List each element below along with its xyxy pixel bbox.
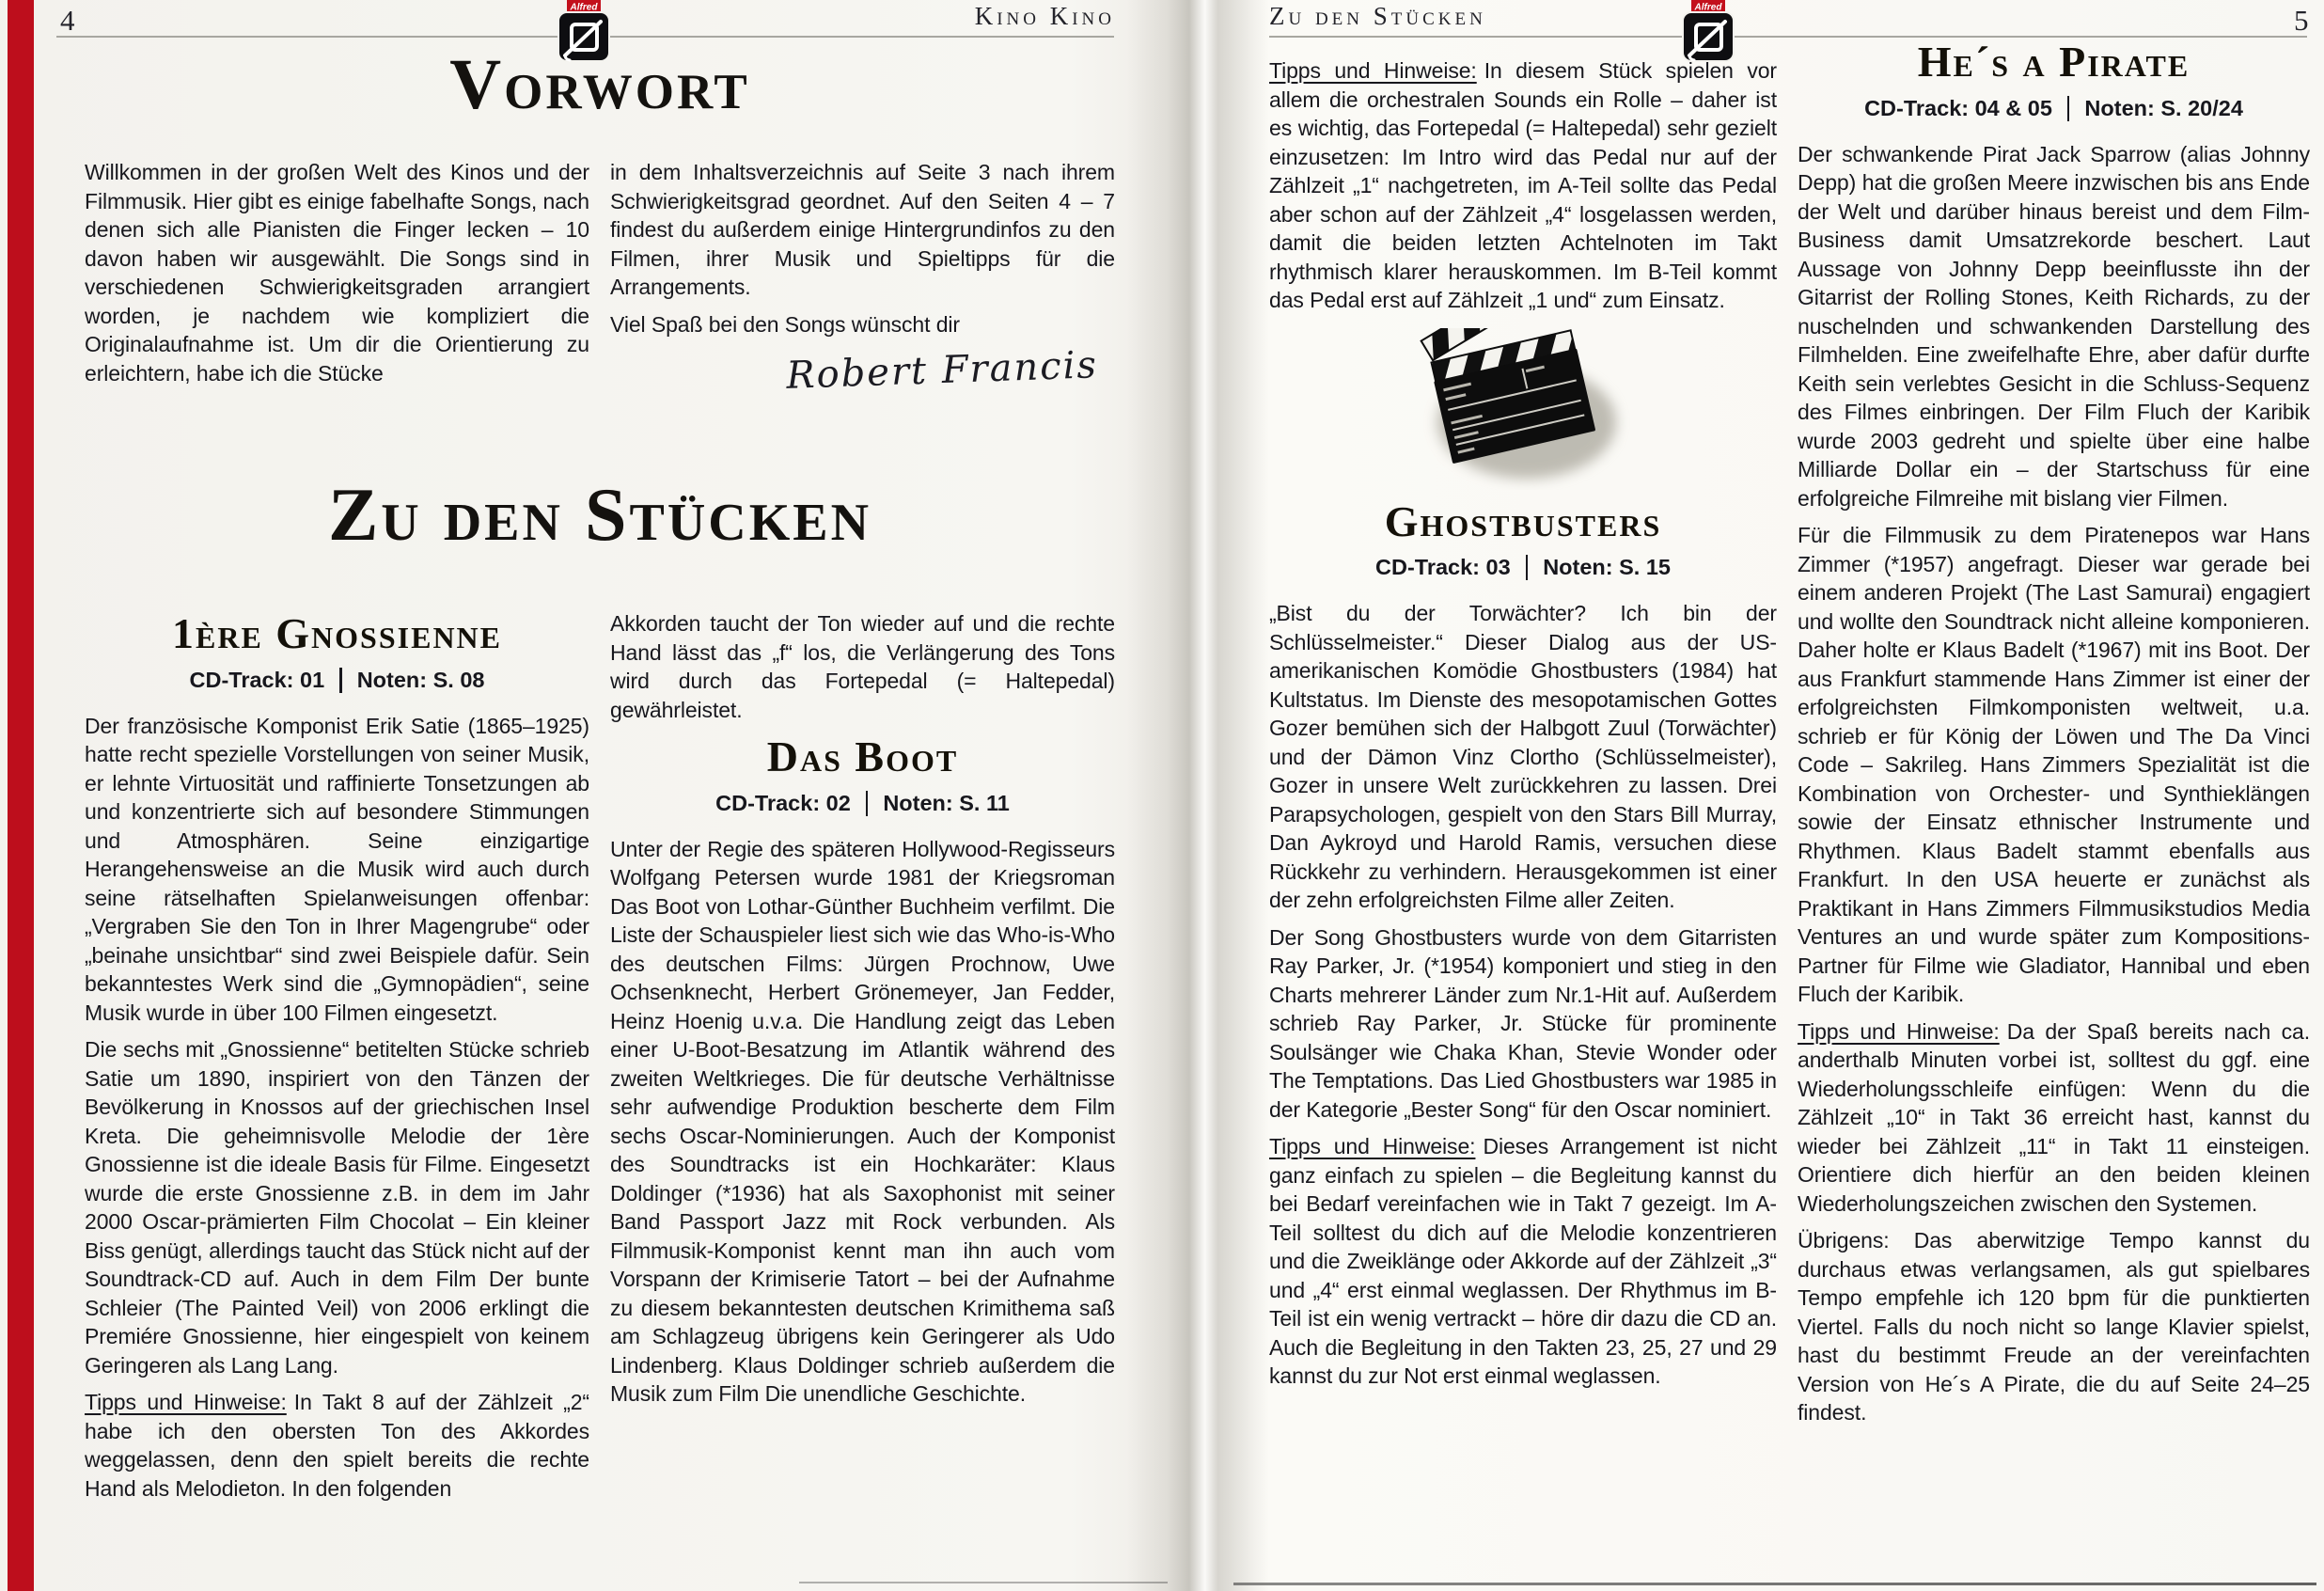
pieces-columns xyxy=(85,609,1115,1511)
noten-label: Noten: S. 20/24 xyxy=(2084,95,2243,120)
tipps-paragraph xyxy=(85,1388,589,1503)
tipps-paragraph xyxy=(1269,1132,1777,1391)
noten-label: Noten: S. 08 xyxy=(356,667,485,692)
running-head-right: Zu den Stücken xyxy=(1269,2,1486,30)
noten-label: Noten: S. 11 xyxy=(883,790,1010,815)
vorwort-column-1 xyxy=(85,158,589,396)
zu-den-stuecken-title: Zu den Stücken xyxy=(327,474,872,557)
tipps-label: Tipps und Hinweise: xyxy=(1269,1134,1476,1159)
cover-red-strip xyxy=(8,0,34,1591)
page-bottom-edge-right xyxy=(1233,1583,2316,1585)
das-boot-tipps-paragraph xyxy=(1269,56,1777,315)
clapperboard-image xyxy=(1269,328,1777,494)
divider xyxy=(866,791,869,816)
page-gutter xyxy=(1126,0,1269,1591)
tipps-text: In diesem Stück spielen vor allem die orchestralen Sounds ein Rolle – daher ist es wichtig, das Fortepedal (= Haltepedal) sehr gezielt einzusetzen: Im Intro wird das Pedal nur auf der Zählzeit „1“ nachgetreten, im A-Teil sollte das Pedal aber schon auf der Zählzeit „4“ losgelassen werden, damit die beiden letzten Achtelnoten im Takt rhythmisch klarer herauskommen. Im B-Teil kommt das Pedal erst auf Zählzeit „1 und“ zum Einsatz. xyxy=(1269,58,1777,312)
paragraph: Der französische Komponist Erik Satie (1865–1925) hatte recht spezielle Vorstellungen von seiner Musik, er lehnte Virtuosität und raffinierte Tonsetzungen ab und konzentrierte sich auf besondere Stimmungen und Atmosphären. Seine einzigartige Herangehensweise an die Musik wird auch durch seine rätselhaften Spielanweisungen offenbar: „Vergraben Sie den Ton in Ihrer Magengrube“ oder „beinahe unsichtbar“ sind zwei Beispiele dafür. Sein bekanntestes Werk sind die „Gymnopädien“, seine Musik wurde in über 100 Filmen eingesetzt. xyxy=(85,713,589,1025)
ghostbusters-column xyxy=(1269,56,1777,1399)
cd-track-label: CD-Track: 03 xyxy=(1375,555,1511,580)
running-head-left: Kino Kino xyxy=(974,2,1115,30)
author-signature: Robert Francis xyxy=(785,343,1099,398)
tipps-text: Da der Spaß bereits nach ca. anderthalb Minuten vorbei ist, solltest du ggf. eine Wiederholungsschleife einfügen: Wenn du die Zählzeit „10“ in Takt 36 erreicht hast, kannst du wieder bei Zählzeit „11“ in Takt 11 einsteigen. Orientiere dich hierfür an den beiden kleinen Wiederholungszeichen zwischen den Systemen. xyxy=(1798,1018,2310,1216)
vorwort-columns xyxy=(85,158,1115,396)
gnossienne-continuation: Akkorden taucht der Ton wieder auf und die rechte Hand lässt das „f“ los, die Verlängerung des Tons wird durch das Fortepedal (= Haltepedal) gewährleistet. xyxy=(610,611,1115,722)
gnossienne-section xyxy=(85,609,589,1511)
cd-track-label: CD-Track: 04 & 05 xyxy=(1864,95,2052,120)
tipps-paragraph xyxy=(1798,1017,2310,1219)
alfred-logo-label: Alfred xyxy=(1694,2,1722,13)
noten-label: Noten: S. 15 xyxy=(1543,555,1671,580)
paragraph: Übrigens: Das aberwitzige Tempo kannst du durchaus etwas verlangsamen, als gut spielbares Tempo empfehle ich 120 bpm für die punktierten Viertel. Falls du noch nicht so lange Klavier spielst, hast du bestimmt Freude an der vereinfachten Version von He´s A Pirate, die du auf Seite 24–25 findest. xyxy=(1798,1228,2310,1426)
pirate-cd-info xyxy=(1798,96,2310,121)
vorwort-closing: Viel Spaß bei den Songs wünscht dir xyxy=(610,311,960,337)
page-number-right: 5 xyxy=(2294,4,2309,37)
paragraph: Für die Filmmusik zu dem Piratenepos war Hans Zimmer (*1957) angefragt. Dieser war gerade bei einem anderen Projekt (The Last Samurai) engagiert und wollte den Soundtrack nicht alleine komponieren. Daher holte er Klaus Badelt (*1967) mit ins Boot. Der aus Frankfurt stammende Hans Zimmer ist einer der erfolgreichsten Filmkomponisten weltweit, u.a. schrieb er für König der Löwen und The Da Vinci Code – Sakrileg. Hans Zimmers Spezialität ist die Kombination von Orchester- und Synthieklängen sowie der Einsatz ethnischer Instrumente und Rhythmen. Klaus Badelt stammt ebenfalls aus Frankfurt. In den USA heuerte er zunächst als Praktikant in Hans Zimmers Filmmusikstudios Media Ventures an und wurde später zum Kompositions-Partner für Filme wie Gladiator, Hannibal und eben Fluch der Karibik. xyxy=(1798,523,2310,1007)
ghostbusters-heading: Ghostbusters xyxy=(1384,496,1662,545)
divider xyxy=(339,668,342,693)
das-boot-section xyxy=(610,609,1115,1511)
ghostbusters-cd-info xyxy=(1269,555,1777,580)
tipps-text: Dieses Arrangement ist nicht ganz einfach zu spielen – die Begleitung kannst du bei Bedarf vereinfachen wie in Takt 7 gezeigt. Im A-Teil solltest du dich auf die Melodie konzentrieren und die Zweiklänge oder Akkorde auf der Zählzeit „3“ und „4“ erst einmal weglassen. Der Rhythmus im B-Teil ist ein wenig vertrackt – höre dir dazu die CD an. Auch die Begleitung in den Takten 23, 25, 27 und 29 kannst du zur Not erst einmal weglassen. xyxy=(1269,1134,1777,1389)
cd-track-label: CD-Track: 02 xyxy=(715,790,851,815)
paragraph: Die sechs mit „Gnossienne“ betitelten Stücke schrieb Satie um 1890, inspiriert von den Tänzen der Bevölkerung in Knossos auf der griechischen Insel Kreta. Die geheimnisvolle Melodie der 1ère Gnossienne ist die ideale Basis für Filme. Eingesetzt wurde die erste Gnossienne z.B. in dem im Jahr 2000 Oscar-prämierten Film Chocolat – Ein kleiner Biss genügt, allerdings taucht das Stück nicht auf der Soundtrack-CD auf. Auch in dem Film Der bunte Schleier (The Painted Veil) von 2006 erklingt die Premiére Gnossienne, hier eingespielt von keinem Geringeren als Lang Lang. xyxy=(85,1037,589,1378)
tipps-label: Tipps und Hinweise: xyxy=(85,1390,287,1415)
gnossienne-cd-info xyxy=(85,668,589,693)
das-boot-cd-info xyxy=(610,791,1115,816)
paragraph: Der Song Ghostbusters wurde von dem Gitarristen Ray Parker, Jr. (*1954) komponiert und stieg in den Charts mehrerer Länder zum Nr.1-Hit auf. Außerdem schrieb Ray Parker, Jr. Stücke für prominente Soulsänger wie Chaka Khan, Stevie Wonder oder The Temptations. Das Lied Ghostbusters war 1985 in der Kategorie „Bester Song“ für den Oscar nominiert. xyxy=(1269,924,1777,1122)
gnossienne-heading: 1ère Gnossienne xyxy=(171,609,503,657)
paragraph: Der schwankende Pirat Jack Sparrow (alias Johnny Depp) hat die großen Meere inzwischen bis ans Ende der Welt und darüber hinaus bereist und dem Film-Business damit Umsatzrekorde beschert. Laut Aussage von Johnny Depp beeinflusste ihn der Gitarrist der Rolling Stones, Keith Richards, zu der nuschelnden und schwankenden Darstellung des Filmhelden. Eine zweifelhafte Ehre, aber dafür durfte Keith sein verlebtes Gesicht in die Schluss-Sequenz des Filmes einbringen. Der Film Fluch der Karibik wurde 2003 gedreht und spielte über eine halbe Milliarde Dollar ein – der Startschuss für eine erfolgreiche Filmreihe mit bislang vier Filmen. xyxy=(1798,141,2310,511)
divider xyxy=(1526,555,1529,580)
pirate-heading: He´s a Pirate xyxy=(1917,38,2191,86)
page-bottom-edge-left xyxy=(799,1582,1168,1583)
tipps-label: Tipps und Hinweise: xyxy=(1798,1018,2000,1044)
tipps-label: Tipps und Hinweise: xyxy=(1269,58,1477,83)
alfred-logo-label: Alfred xyxy=(570,2,598,13)
paragraph: „Bist du der Torwächter? Ich bin der Schlüsselmeister.“ Dieser Dialog aus der US-amerikanischen Komödie Ghostbusters (1984) hat Kultstatus. Im Dienste des mesopotamischen Gottes Gozer bemühen sich der Halbgott Zuul (Torwächter) und der Dämon Vinz Clortho (Schlüsselmeister), Gozer in unsere Welt zurückkehren zu lassen. Drei Parapsychologen, gespielt von den Stars Bill Murray, Dan Aykroyd und Harold Ramis, versuchen diese Rückkehr zu verhindern. Herausgekommen ist einer der zehn erfolgreichsten Filme aller Zeiten. xyxy=(1269,601,1777,913)
page-number-left: 4 xyxy=(60,4,75,37)
vorwort-paragraph: Willkommen in der großen Welt des Kinos und der Filmmusik. Hier gibt es einige fabelhafte Songs, nach denen sich alle Pianisten die Finger lecken – 10 davon haben wir ausgewählt. Die Songs sind in verschiedenen Schwierigkeitsgraden arrangiert worden, je nachdem wie kompliziert die Originalaufnahme ist. Um dir die Orientierung zu erleichtern, habe ich die Stücke xyxy=(85,160,589,386)
das-boot-heading: Das Boot xyxy=(766,732,959,780)
paragraph: Unter der Regie des späteren Hollywood-Regisseurs Wolfgang Petersen wurde 1981 der Kriegsroman Das Boot von Lothar-Günther Buchheim verfilmt. Die Liste der Schauspieler liest sich wie das Who-is-Who des deutschen Films: Jürgen Prochnow, Uwe Ochsenknecht, Herbert Grönemeyer, Jan Fedder, Heinz Hoenig u.v.a. Die Handlung zeigt das Leben einer U-Boot-Besatzung im Atlantik während des zweiten Weltkrieges. Die für deutsche Verhältnisse sehr aufwendige Produktion bescherte dem Film sechs Oscar-Nominierungen. Auch der Komponist des Soundtracks ist ein Hochkaräter: Klaus Doldinger (*1936) hat als Saxophonist mit seiner Band Passport Jazz mit Rock verbunden. Als Filmmusik-Komponist kennt man ihn auch vom Vorspann der Krimiserie Tatort – bei der Aufnahme zu diesem bekanntesten deutschen Krimithema saß am Schlagzeug übrigens kein Geringerer als Udo Lindenberg. Klaus Doldinger schrieb außerdem die Musik zum Film Die unendliche Geschichte. xyxy=(610,836,1115,1407)
cd-track-label: CD-Track: 01 xyxy=(189,667,325,692)
vorwort-title: Vorwort xyxy=(449,45,750,124)
pirate-column xyxy=(1798,38,2310,1436)
vorwort-paragraph: in dem Inhaltsverzeichnis auf Seite 3 nach ihrem Schwierigkeitsgrad geordnet. Auf den Seiten 4 – 7 findest du außerdem einige Hintergrundinfos zu den Filmen, ihrer Musik und Spieltipps für die Arrangements. xyxy=(610,160,1115,299)
vorwort-column-2 xyxy=(610,158,1115,396)
divider xyxy=(2067,96,2070,121)
tipps-text: In Takt 8 auf der Zählzeit „2“ habe ich den obersten Ton des Akkordes weggelassen, denn den spielt bereits die rechte Hand als Melodieton. In den folgenden xyxy=(85,1390,589,1501)
